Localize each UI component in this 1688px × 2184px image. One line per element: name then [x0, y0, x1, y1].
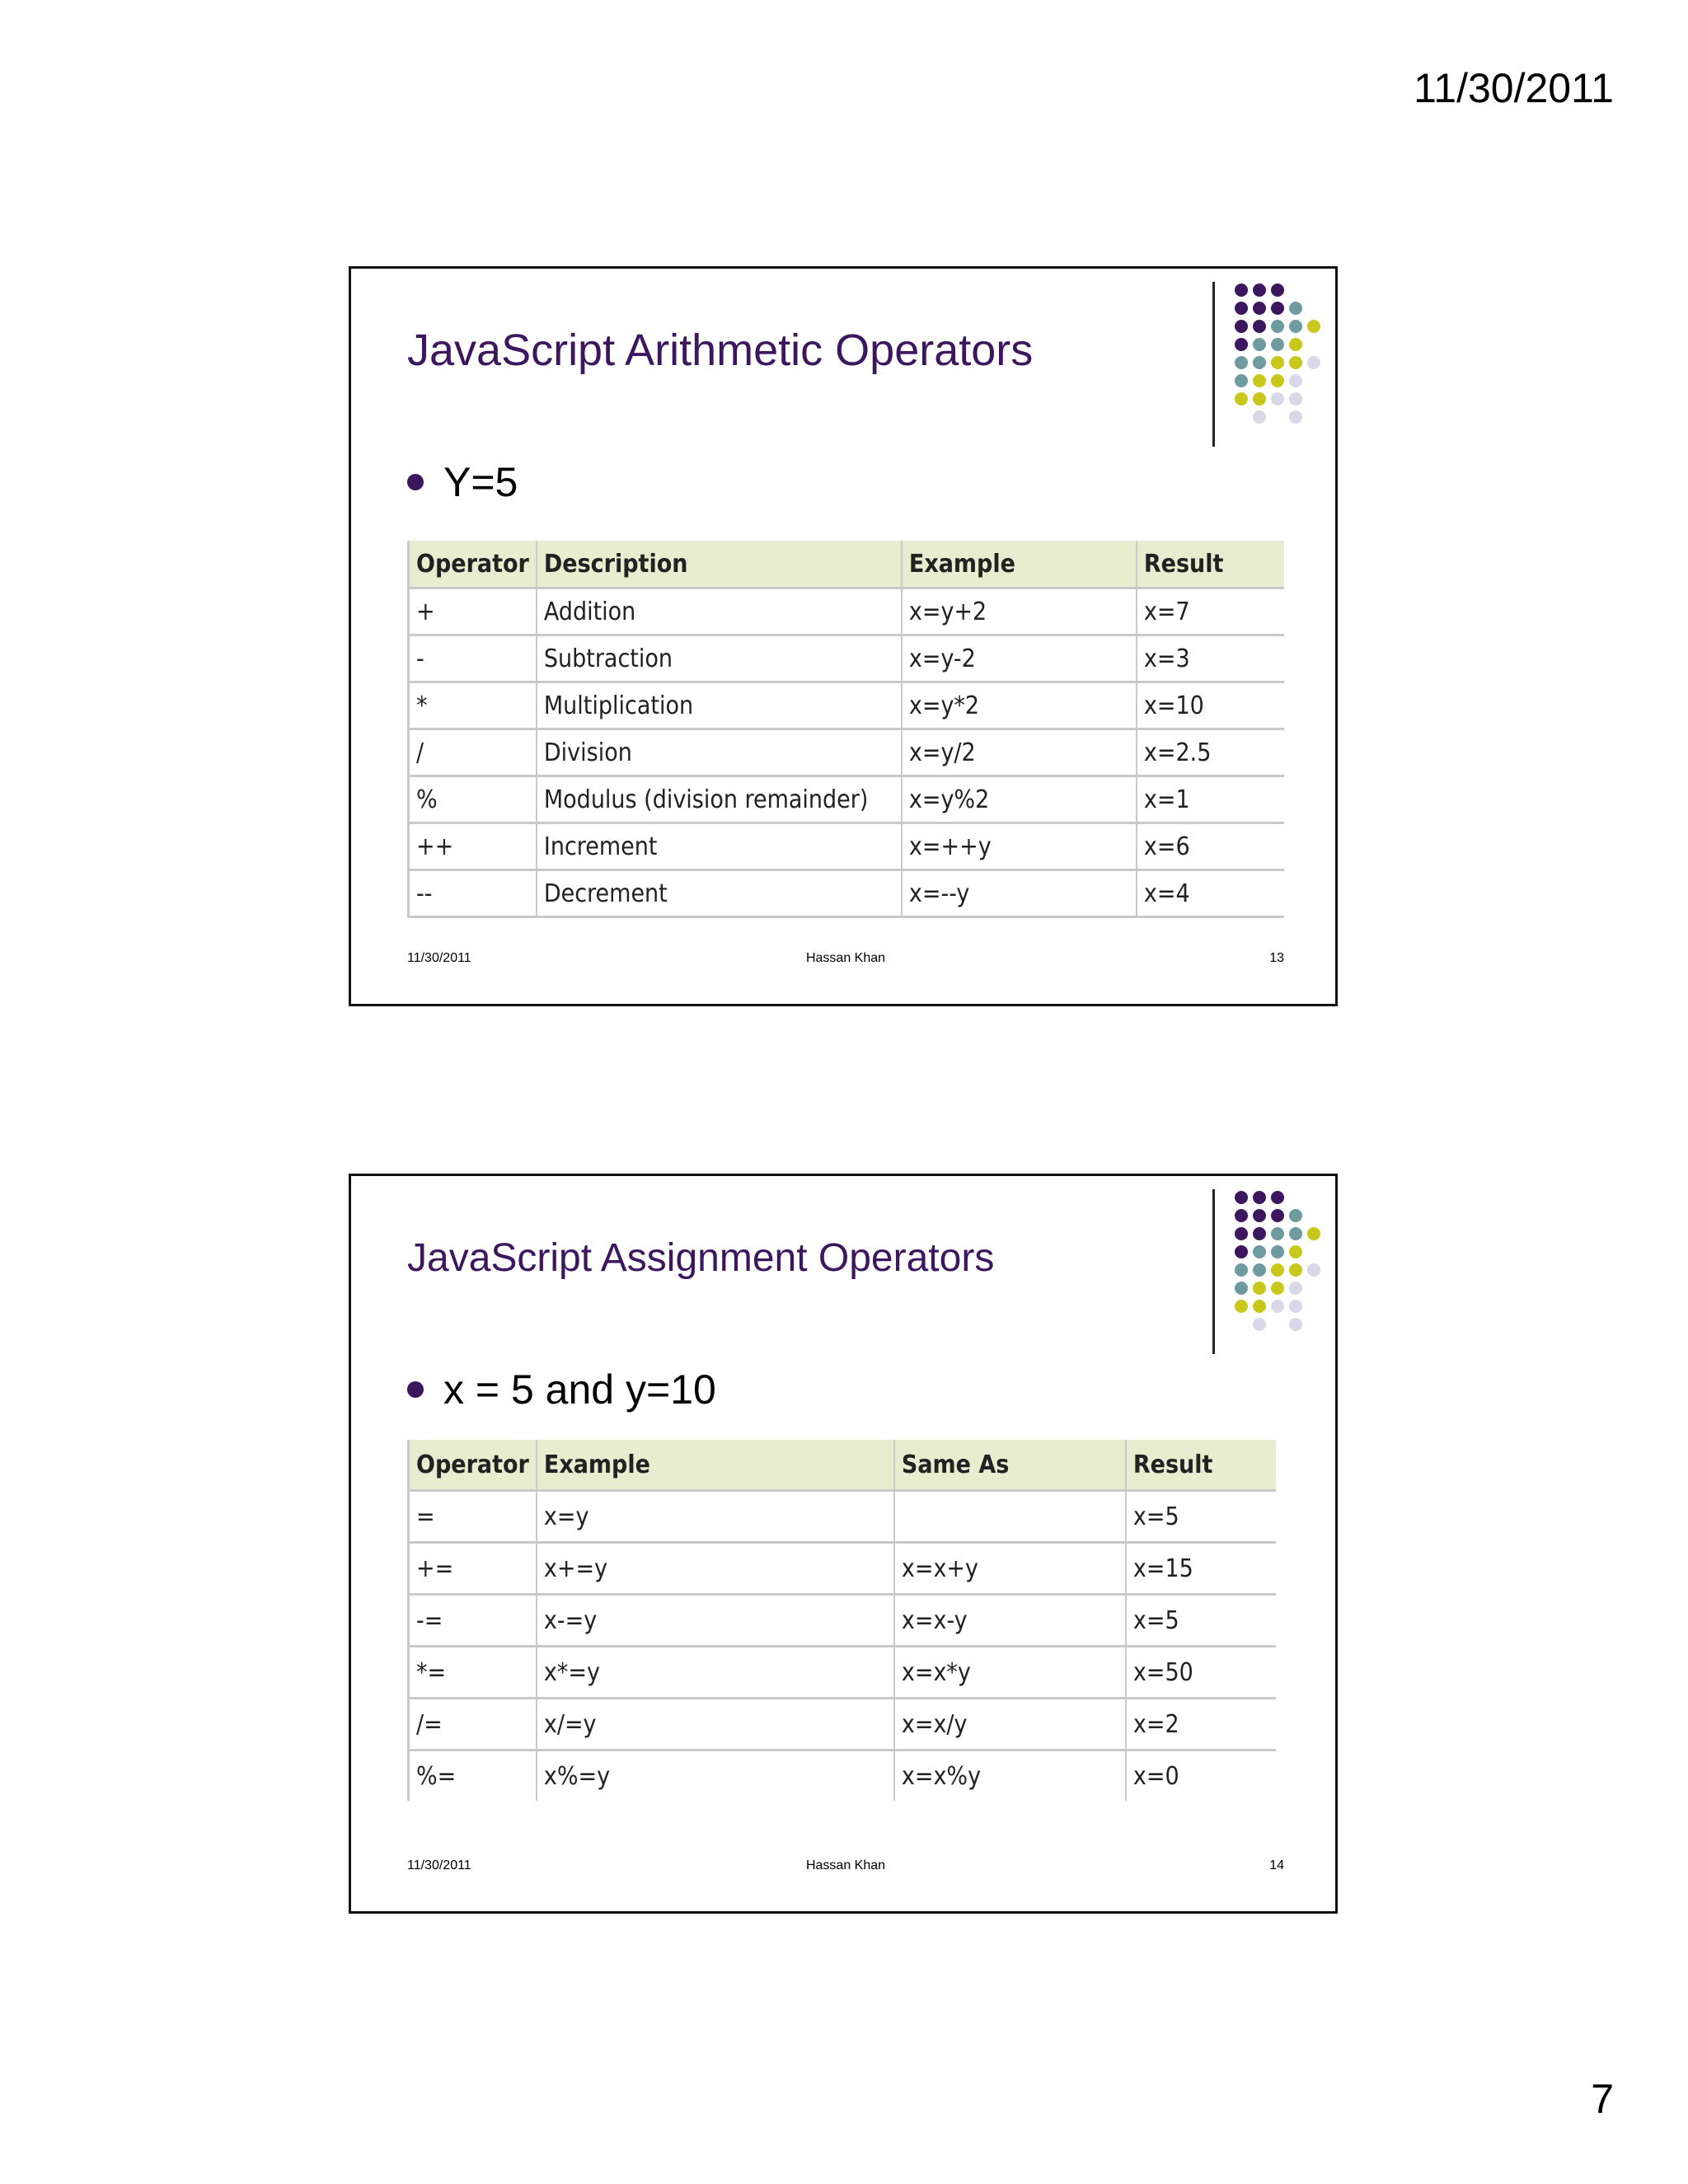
- decorative-dot: [1235, 302, 1248, 315]
- decorative-dot: [1253, 302, 1266, 315]
- table-row: [409, 1595, 1277, 1647]
- cell-example: x=y*2: [902, 682, 1137, 729]
- decorative-dot: [1253, 284, 1266, 297]
- slide-arithmetic-operators: [349, 266, 1338, 1006]
- table-row: [409, 1543, 1277, 1595]
- decorative-dot: [1271, 1282, 1284, 1295]
- cell-same-as: [894, 1491, 1126, 1543]
- decorative-dot: [1235, 338, 1248, 351]
- decorative-dot: [1253, 392, 1266, 405]
- table-row: [409, 1491, 1277, 1543]
- decorative-dot: [1271, 320, 1284, 333]
- cell-result: x=0: [1126, 1750, 1276, 1802]
- cell-example: x+=y: [537, 1543, 894, 1595]
- cell-example: x/=y: [537, 1699, 894, 1750]
- cell-description: Modulus (division remainder): [537, 776, 902, 823]
- cell-operator: ++: [409, 823, 537, 870]
- decorative-dot: [1253, 338, 1266, 351]
- table-header-row: [409, 1440, 1277, 1491]
- cell-result: x=4: [1137, 870, 1284, 917]
- decorative-dot: [1289, 320, 1302, 333]
- decorative-dot: [1289, 356, 1302, 369]
- decorative-dot: [1307, 1227, 1320, 1240]
- decorative-dot: [1235, 1245, 1248, 1258]
- cell-example: x*=y: [537, 1647, 894, 1699]
- column-header: Result: [1126, 1440, 1276, 1491]
- footer-author: Hassan Khan: [805, 951, 886, 965]
- column-header: Result: [1137, 541, 1284, 588]
- decorative-dot: [1235, 1191, 1248, 1204]
- cell-example: x=y: [537, 1491, 894, 1543]
- cell-same-as: x=x*y: [894, 1647, 1126, 1699]
- table-header-row: [409, 541, 1285, 588]
- table-row: [409, 1699, 1277, 1750]
- bullet-text: x = 5 and y=10: [443, 1366, 716, 1413]
- cell-result: x=15: [1126, 1543, 1276, 1595]
- cell-operator: =: [409, 1491, 537, 1543]
- cell-example: x=++y: [902, 823, 1137, 870]
- cell-same-as: x=x-y: [894, 1595, 1126, 1647]
- decorative-dot: [1289, 1263, 1302, 1277]
- decorative-dot: [1253, 320, 1266, 333]
- cell-example: x=y-2: [902, 635, 1137, 682]
- table-row: [409, 870, 1285, 917]
- slide-title: JavaScript Arithmetic Operators: [407, 326, 1034, 375]
- slide-assignment-operators: [349, 1174, 1338, 1914]
- table-row: [409, 729, 1285, 776]
- column-header: Example: [902, 541, 1137, 588]
- cell-result: x=6: [1137, 823, 1284, 870]
- decorative-dot: [1235, 320, 1248, 333]
- table-row: [409, 776, 1285, 823]
- decorative-dot: [1289, 1282, 1302, 1295]
- decorative-dot: [1271, 1191, 1284, 1204]
- cell-description: Multiplication: [537, 682, 902, 729]
- decorative-dot: [1289, 302, 1302, 315]
- decorative-dot: [1235, 392, 1248, 405]
- cell-operator: /: [409, 729, 537, 776]
- decorative-dot: [1235, 1263, 1248, 1277]
- column-header: Operator: [409, 541, 537, 588]
- cell-operator: /=: [409, 1699, 537, 1750]
- column-header: Description: [537, 541, 902, 588]
- footer-slide-number: 13: [1269, 951, 1284, 965]
- column-header: Same As: [894, 1440, 1126, 1491]
- decorative-dot: [1307, 356, 1320, 369]
- cell-result: x=10: [1137, 682, 1284, 729]
- decorative-dot: [1289, 1209, 1302, 1222]
- cell-example: x=y+2: [902, 588, 1137, 635]
- decorative-dot: [1289, 1318, 1302, 1331]
- cell-operator: %=: [409, 1750, 537, 1802]
- cell-operator: *: [409, 682, 537, 729]
- decorative-dot: [1253, 410, 1266, 424]
- decorative-dot: [1235, 1209, 1248, 1222]
- cell-result: x=7: [1137, 588, 1284, 635]
- decorative-dot: [1253, 1209, 1266, 1222]
- footer-slide-number: 14: [1269, 1858, 1284, 1872]
- cell-result: x=2.5: [1137, 729, 1284, 776]
- decorative-dot: [1289, 1227, 1302, 1240]
- table-row: [409, 588, 1285, 635]
- decorative-dot: [1253, 374, 1266, 387]
- column-header: Example: [537, 1440, 894, 1491]
- footer-date: 11/30/2011: [407, 1858, 471, 1872]
- slide-title: JavaScript Assignment Operators: [407, 1236, 995, 1280]
- decorative-dot: [1307, 1263, 1320, 1277]
- decorative-dot: [1235, 1300, 1248, 1313]
- decorative-dot: [1289, 374, 1302, 387]
- table-row: [409, 635, 1285, 682]
- cell-same-as: x=x/y: [894, 1699, 1126, 1750]
- decorative-dot: [1235, 374, 1248, 387]
- bullet-icon: [407, 1381, 424, 1398]
- cell-example: x%=y: [537, 1750, 894, 1802]
- decorative-dot: [1253, 1245, 1266, 1258]
- cell-description: Addition: [537, 588, 902, 635]
- cell-same-as: x=x+y: [894, 1543, 1126, 1595]
- cell-description: Subtraction: [537, 635, 902, 682]
- decorative-dot: [1271, 1263, 1284, 1277]
- footer-date: 11/30/2011: [407, 951, 471, 965]
- cell-operator: +=: [409, 1543, 537, 1595]
- bullet-icon: [407, 474, 424, 490]
- cell-description: Division: [537, 729, 902, 776]
- cell-operator: -: [409, 635, 537, 682]
- assignment-operators-table: [407, 1440, 1276, 1801]
- cell-description: Decrement: [537, 870, 902, 917]
- decorative-dot: [1235, 356, 1248, 369]
- table-row: [409, 823, 1285, 870]
- decorative-dot: [1271, 1227, 1284, 1240]
- decorative-dot: [1271, 302, 1284, 315]
- decorative-dot: [1253, 1282, 1266, 1295]
- table-row: [409, 682, 1285, 729]
- cell-result: x=1: [1137, 776, 1284, 823]
- cell-operator: --: [409, 870, 537, 917]
- cell-description: Increment: [537, 823, 902, 870]
- footer-author: Hassan Khan: [805, 1858, 886, 1872]
- cell-result: x=50: [1126, 1647, 1276, 1699]
- cell-example: x=y/2: [902, 729, 1137, 776]
- cell-operator: -=: [409, 1595, 537, 1647]
- cell-result: x=3: [1137, 635, 1284, 682]
- page-number: 7: [1591, 2076, 1614, 2122]
- arithmetic-operators-table: [407, 541, 1284, 918]
- decorative-dot: [1271, 1209, 1284, 1222]
- cell-example: x-=y: [537, 1595, 894, 1647]
- cell-result: x=2: [1126, 1699, 1276, 1750]
- decorative-dot: [1253, 356, 1266, 369]
- cell-operator: *=: [409, 1647, 537, 1699]
- decorative-dot: [1307, 320, 1320, 333]
- bullet-text: Y=5: [443, 459, 518, 505]
- decorative-dot: [1289, 392, 1302, 405]
- decorative-dot: [1235, 284, 1248, 297]
- decorative-dot: [1235, 1227, 1248, 1240]
- decorative-dot: [1271, 1300, 1284, 1313]
- decorative-dot: [1253, 1227, 1266, 1240]
- decorative-dot: [1253, 1300, 1266, 1313]
- cell-example: x=--y: [902, 870, 1137, 917]
- decorative-dot: [1289, 338, 1302, 351]
- decorative-dot: [1253, 1318, 1266, 1331]
- column-header: Operator: [409, 1440, 537, 1491]
- decorative-dot: [1271, 284, 1284, 297]
- decorative-dot: [1235, 1282, 1248, 1295]
- bullet-point: [407, 458, 518, 506]
- cell-operator: %: [409, 776, 537, 823]
- bullet-point: [407, 1366, 716, 1413]
- decorative-dot: [1271, 338, 1284, 351]
- cell-result: x=5: [1126, 1491, 1276, 1543]
- decorative-dot: [1289, 1245, 1302, 1258]
- cell-example: x=y%2: [902, 776, 1137, 823]
- decorative-dot: [1253, 1263, 1266, 1277]
- page-date: 11/30/2011: [1414, 65, 1614, 111]
- cell-result: x=5: [1126, 1595, 1276, 1647]
- cell-same-as: x=x%y: [894, 1750, 1126, 1802]
- decorative-dot: [1289, 1300, 1302, 1313]
- cell-operator: +: [409, 588, 537, 635]
- table-row: [409, 1647, 1277, 1699]
- decorative-dot: [1271, 356, 1284, 369]
- decorative-dot: [1271, 392, 1284, 405]
- decorative-dot: [1289, 410, 1302, 424]
- table-row: [409, 1750, 1277, 1802]
- decorative-dot: [1253, 1191, 1266, 1204]
- decorative-dot: [1271, 374, 1284, 387]
- decorative-dot: [1271, 1245, 1284, 1258]
